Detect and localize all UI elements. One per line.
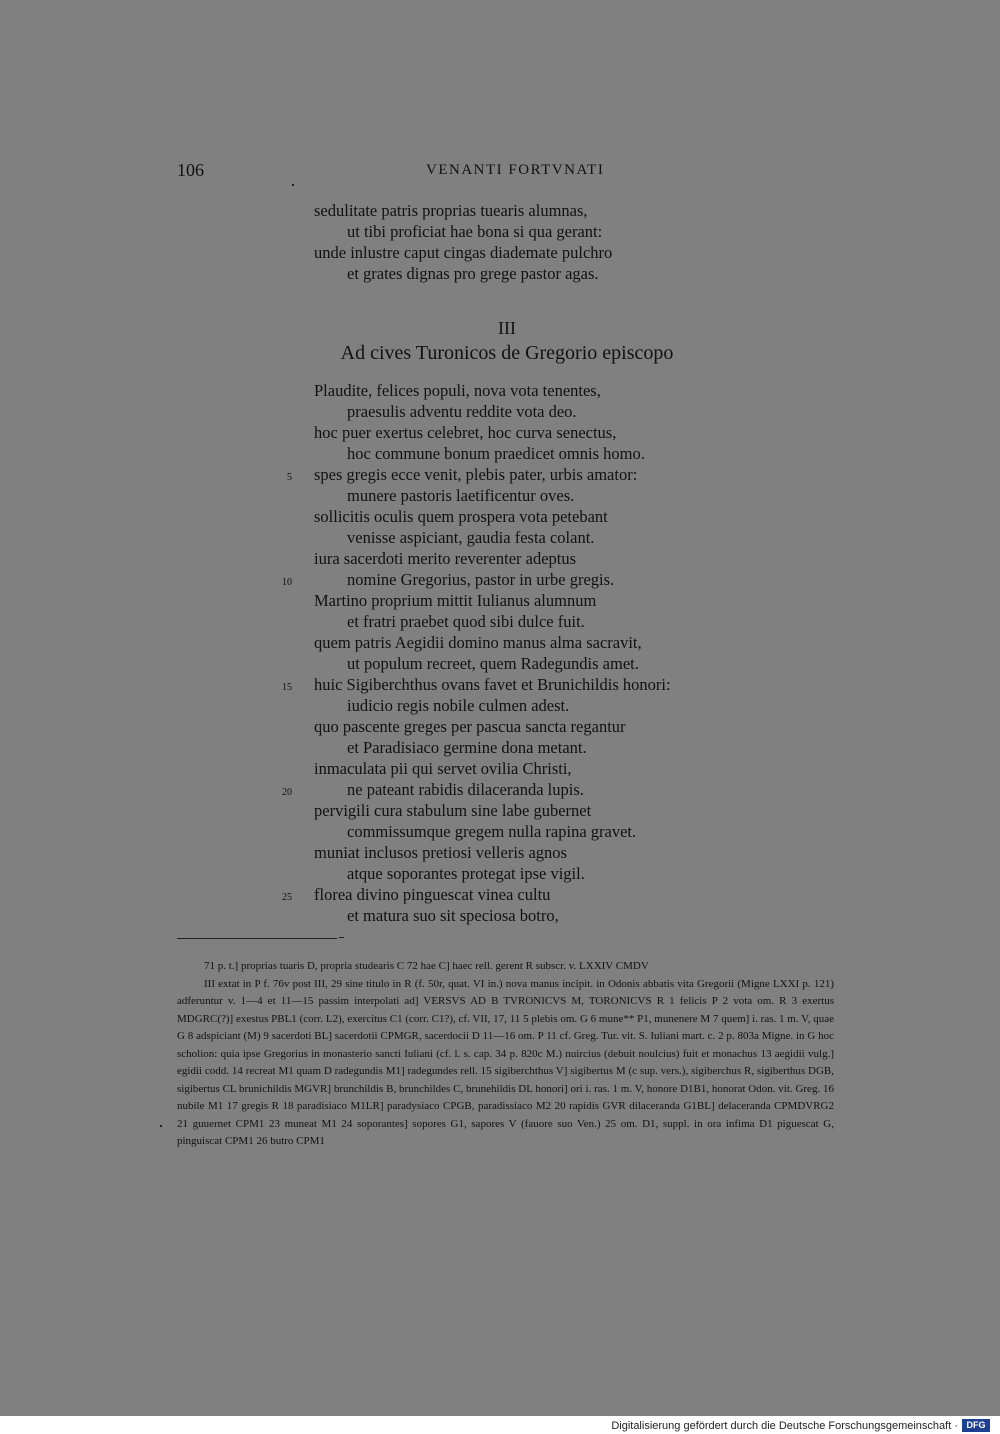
- critical-apparatus: [177, 958, 834, 1151]
- verse-line: [314, 695, 671, 716]
- verse-text: Martino proprium mittit Iulianus alumnum: [314, 591, 597, 610]
- footnote-rule-tick: [339, 937, 344, 938]
- scan-speck: [160, 1125, 162, 1127]
- verse-text: pervigili cura stabulum sine labe gubernet: [314, 801, 592, 820]
- verse-text: sedulitate patris proprias tuearis alumnas,: [314, 201, 588, 220]
- running-title: VENANTI FORTVNATI: [426, 162, 605, 178]
- verse-text: et Paradisiaco germine dona metant.: [347, 738, 587, 757]
- verse-line: [314, 863, 671, 884]
- verse-line: [314, 506, 671, 527]
- verse-line: [314, 263, 612, 284]
- verse-text: atque soporantes protegat ipse vigil.: [347, 864, 585, 883]
- apparatus-note: III extat in P f. 76v post III, 29 sine titulo in R (f. 50r, quat. VI in.) nova manus incipit. in Odonis abbatis vita Gregorii (Migne LXXI p. 121) adferuntur v. 1—4 et 11—15 passim interpolati ad] VERSVS AD B TVRONICVS M, TORONICVS R 1 felicis P 2 vota om. R 3 exertus MDGRC(?)] exestus PBL1 (corr. L2), exercitus C1 (corr. C1?), cf. VII, 17, 11 5 plebis om. G 6 mune** P1, munenere M 7 quem] i. ras. 1 m. V, quae G 8 adspiciant (M) 9 sacerdoti BL] sacerdotii CPMGR, sacerdocii D 11—16 om. P 11 cf. Greg. Tur. vit. S. Iuliani mart. c. 2 p. 803a Migne. in G hoc scholion: quia ipse Gregorius in monasterio sancti Iuliani (cf. l. s. cap. 34 p. 820c M.) nuircius (debuit noulcius) fuit et monachus 13 aegidii vulg.] egidii codd. 14 recreat M1 quam D radegundis M1] radegundes rell. 15 sigiberchthus V] sigibertus M (c sup. vers.), sigiberchus R, sigiberthus DGB, sigibertus CL brunichildis MGVR] brunchildis B, brunchildes C, brunehildis DL honori] ori i. ras. 1 m. V, honore D1B1, honorat Odon. vit. Greg. 16 nubile M1 17 gregis R 18 paradisiaco M1LR] paradysiaco CPGB, paradissiaco M2 20 rapidis GVR dilaceranda G1BL] delaceranda CPMDVRG2 21 guuernet CPM1 23 muneat M1 24 soporantes] sopores G1, sapores V (fauore suo Ven.) 25 om. D1, suppl. in ora infima D1 piguescat G, pinguiscat CPM1 26 butro CPM1: [177, 977, 834, 1147]
- verse-text: sollicitis oculis quem prospera vota petebant: [314, 507, 608, 526]
- verse-line: [314, 611, 671, 632]
- verse-text: florea divino pinguescat vinea cultu: [314, 885, 551, 904]
- carryover-verses: [314, 200, 612, 284]
- line-number: 15: [282, 682, 292, 693]
- verse-text: iura sacerdoti merito reverenter adeptus: [314, 549, 577, 568]
- verse-text: et fratri praebet quod sibi dulce fuit.: [347, 612, 585, 631]
- verse-line: [282, 779, 671, 800]
- verse-line: [314, 821, 671, 842]
- verse-line: [314, 527, 671, 548]
- verse-line: [314, 905, 671, 926]
- verse-line: [314, 422, 671, 443]
- verse-line: [314, 242, 612, 263]
- poem-verses: [282, 380, 671, 926]
- verse-text: Plaudite, felices populi, nova vota tenentes,: [314, 381, 601, 400]
- verse-text: spes gregis ecce venit, plebis pater, urbis amator:: [314, 465, 638, 484]
- verse-text: inmaculata pii qui servet ovilia Christi,: [314, 759, 572, 778]
- verse-line: [314, 380, 671, 401]
- verse-line: [314, 800, 671, 821]
- verse-line: [282, 884, 671, 905]
- verse-text: ne pateant rabidis dilaceranda lupis.: [347, 780, 584, 799]
- verse-text: muniat inclusos pretiosi velleris agnos: [314, 843, 567, 862]
- poem-number: III: [498, 318, 516, 338]
- dfg-logo: DFG: [962, 1419, 990, 1432]
- verse-text: ut tibi proficiat hae bona si qua gerant:: [347, 222, 603, 241]
- verse-text: quo pascente greges per pascua sancta regantur: [314, 717, 626, 736]
- verse-text: unde inlustre caput cingas diademate pulchro: [314, 243, 613, 262]
- verse-line: [287, 464, 671, 485]
- line-number: 25: [282, 892, 292, 903]
- footnote-rule: [177, 938, 337, 939]
- verse-line: [314, 221, 612, 242]
- verse-text: munere pastoris laetificentur oves.: [347, 486, 575, 505]
- line-number: 10: [282, 577, 292, 588]
- verse-line: [282, 569, 671, 590]
- verse-text: et matura suo sit speciosa botro,: [347, 906, 559, 925]
- verse-text: huic Sigiberchthus ovans favet et Brunichildis honori:: [314, 675, 671, 694]
- verse-text: praesulis adventu reddite vota deo.: [347, 402, 577, 421]
- verse-line: [314, 401, 671, 422]
- page-number: 106: [177, 160, 204, 180]
- line-number: 20: [282, 787, 292, 798]
- running-head: [0, 160, 1000, 184]
- verse-line: [314, 737, 671, 758]
- verse-line: [314, 485, 671, 506]
- poem-title: Ad cives Turonicos de Gregorio episcopo: [340, 342, 674, 364]
- verse-line: [314, 716, 671, 737]
- verse-line: [314, 632, 671, 653]
- verse-line: [282, 674, 671, 695]
- verse-line: [314, 758, 671, 779]
- verse-line: [314, 200, 612, 221]
- verse-text: et grates dignas pro grege pastor agas.: [347, 264, 599, 283]
- verse-line: [314, 590, 671, 611]
- funding-credit: Digitalisierung gefördert durch die Deutsche Forschungsgemeinschaft ·: [611, 1420, 958, 1432]
- verse-text: nomine Gregorius, pastor in urbe gregis.: [347, 570, 615, 589]
- verse-text: ut populum recreet, quem Radegundis amet.: [347, 654, 639, 673]
- verse-line: [314, 548, 671, 569]
- verse-text: hoc puer exertus celebret, hoc curva senectus,: [314, 423, 617, 442]
- verse-text: hoc commune bonum praedicet omnis homo.: [347, 444, 645, 463]
- verse-line: [314, 443, 671, 464]
- line-number: 5: [287, 472, 292, 483]
- verse-text: venisse aspiciant, gaudia festa colant.: [347, 528, 595, 547]
- verse-line: [314, 653, 671, 674]
- verse-text: iudicio regis nobile culmen adest.: [347, 696, 570, 715]
- verse-line: [314, 842, 671, 863]
- apparatus-note: 71 p. t.] proprias tuaris D, propria studearis C 72 hae C] haec rell. gerent R subscr. v. LXXIV CMDV: [204, 960, 649, 972]
- verse-text: commissumque gregem nulla rapina gravet.: [347, 822, 637, 841]
- scan-speck: [292, 184, 294, 186]
- verse-text: quem patris Aegidii domino manus alma sacravit,: [314, 633, 642, 652]
